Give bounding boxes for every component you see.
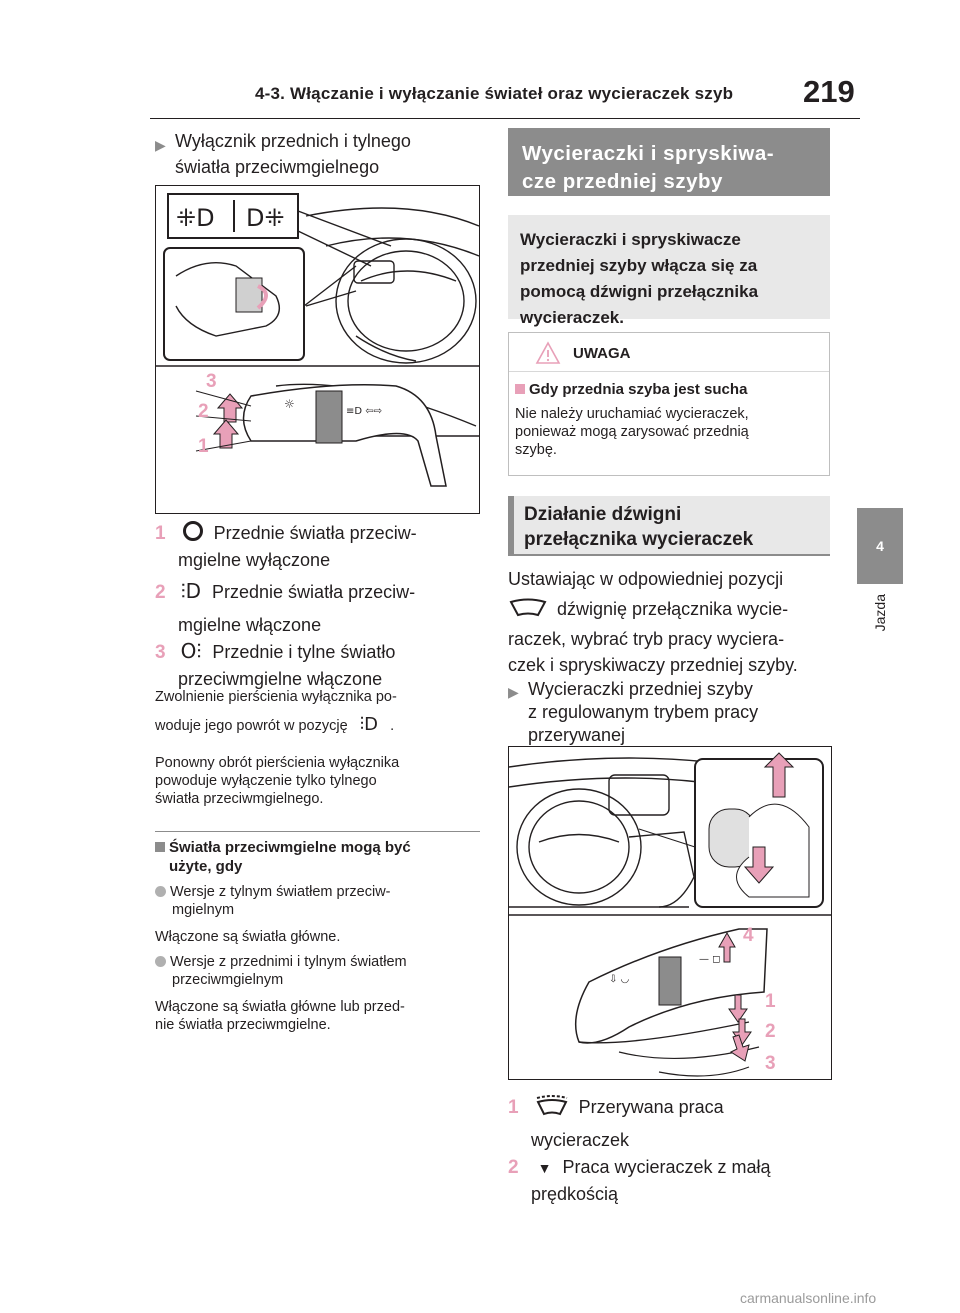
heading-line: Światła przeciwmgielne mogą być xyxy=(169,839,411,856)
warning-line: szybę. xyxy=(515,442,557,458)
bullet-item xyxy=(155,883,475,919)
note-line: . xyxy=(390,718,395,734)
condition-heading xyxy=(155,838,475,876)
para-line: Ustawiając w odpowiedniej pozycji xyxy=(508,569,784,589)
front-fog-icon: ⫶D xyxy=(180,579,201,603)
bullet-text xyxy=(155,998,475,1034)
heading-line: cze przedniej szyby xyxy=(522,170,723,193)
intro-line: wycieraczek. xyxy=(520,308,624,327)
warning-title: UWAGA xyxy=(573,345,631,362)
front-fog-icon: ⫶D xyxy=(359,714,379,735)
page-number: 219 xyxy=(803,74,855,109)
para-line: czek i spryskiwaczy przedniej szyby. xyxy=(508,655,798,675)
wiper-icon xyxy=(508,598,548,618)
bullet-line: mgielnym xyxy=(172,902,235,918)
note-line: Zwolnienie pierścienia wyłącznika po- xyxy=(155,689,397,705)
release-note xyxy=(155,688,475,735)
item-text-2: wycieraczek xyxy=(531,1130,630,1150)
item-text: Przednie światła przeciw- xyxy=(212,582,416,602)
figure-label-1: 1 xyxy=(765,991,776,1012)
intermittent-wiper-icon xyxy=(534,1095,570,1117)
list-item xyxy=(155,578,475,638)
rear-fog-icon: O⫶ xyxy=(180,639,202,663)
subheading-line: Wycieraczki przedniej szyby xyxy=(528,679,753,699)
item-text-2: mgielne włączone xyxy=(178,615,322,635)
figure-label-2: 2 xyxy=(765,1021,776,1042)
warning-text xyxy=(515,405,749,459)
svg-text:— ◻: — ◻ xyxy=(699,954,721,965)
header-rule xyxy=(150,118,860,119)
warning-heading xyxy=(515,381,747,398)
wiper-lever-drawing xyxy=(509,747,831,1079)
intro-line: przedniej szyby włącza się za xyxy=(520,256,758,275)
square-bullet-icon xyxy=(515,384,525,394)
item-text: Przednie i tylne światło xyxy=(212,642,396,662)
down-triangle-icon: ▼ xyxy=(537,1160,552,1176)
chapter-label: Jazda xyxy=(872,594,888,632)
figure-label-3: 3 xyxy=(765,1053,776,1074)
warning-divider xyxy=(509,371,829,372)
bullet-line: przeciwmgielnym xyxy=(172,972,284,988)
list-item xyxy=(508,1154,838,1207)
triangle-bullet-icon: ▶ xyxy=(508,684,519,700)
circle-bullet-icon xyxy=(155,956,166,967)
heading-line: Wycieraczki i spryskiwa- xyxy=(522,142,775,165)
item-number: 2 xyxy=(508,1157,519,1178)
heading-line: użyte, gdy xyxy=(169,858,243,875)
para-line: dźwignię przełącznika wycie- xyxy=(557,599,789,619)
item-text: Praca wycieraczek z małą xyxy=(562,1157,771,1177)
divider xyxy=(155,831,480,832)
warning-box xyxy=(508,332,830,476)
warning-line: Nie należy uruchamiać wycieraczek, xyxy=(515,406,749,422)
item-text-2: mgielne wyłączone xyxy=(178,550,331,570)
bullet-line: Wersje z tylnym światłem przeciw- xyxy=(170,884,391,900)
subsection-heading xyxy=(508,496,830,556)
bullet-line: Wersje z przednimi i tylnym światłem xyxy=(170,954,407,970)
second-turn-note xyxy=(155,754,475,808)
triangle-bullet-icon: ▶ xyxy=(155,137,166,153)
wiper-paragraph xyxy=(508,566,838,678)
subheading-line: przerywanej xyxy=(528,725,626,745)
wiper-subheading xyxy=(508,678,838,747)
note-line: Ponowny obrót pierścienia wyłącznika xyxy=(155,755,400,771)
item-text-2: przeciwmgielne włączone xyxy=(178,669,383,689)
heading-line: Działanie dźwigni xyxy=(524,504,682,525)
svg-text:⁜D: ⁜D xyxy=(176,204,215,232)
fog-off-icon xyxy=(183,521,203,541)
svg-text:≡D ⇦⇨: ≡D ⇦⇨ xyxy=(346,406,383,417)
running-header: 4-3. Włączanie i wyłączanie świateł oraz wycieraczek szyb xyxy=(255,84,734,103)
item-number: 3 xyxy=(155,642,166,663)
note-line: woduje jego powrót w pozycję xyxy=(155,718,348,734)
subheading-line: z regulowanym trybem pracy xyxy=(528,702,759,722)
item-number: 1 xyxy=(508,1097,519,1118)
chapter-tab[interactable]: 4 xyxy=(857,508,903,584)
item-text: Przerywana praca xyxy=(578,1097,724,1117)
svg-text:☼: ☼ xyxy=(284,397,295,411)
circle-bullet-icon xyxy=(155,886,166,897)
fog-light-switch-illustration xyxy=(155,185,480,514)
item-number: 2 xyxy=(155,582,166,603)
item-number: 1 xyxy=(155,523,166,544)
para-line: raczek, wybrać tryb pracy wyciera- xyxy=(508,629,785,649)
intro-line: Wycieraczki i spryskiwacze xyxy=(520,230,741,249)
figure-label-3: 3 xyxy=(206,371,217,392)
left-subheading xyxy=(155,128,411,180)
warning-heading-text: Gdy przednia szyba jest sucha xyxy=(529,381,748,398)
item-text-2: prędkością xyxy=(531,1184,619,1204)
intro-line: pomocą dźwigni przełącznika xyxy=(520,282,759,301)
figure-label-2: 2 xyxy=(198,401,209,422)
note-line: światła przeciwmgielnego. xyxy=(155,791,324,807)
bullet-item xyxy=(155,953,475,989)
left-subheading-line1: Wyłącznik przednich i tylnego xyxy=(175,131,411,151)
svg-text:⇩ ◡: ⇩ ◡ xyxy=(609,974,630,985)
list-item xyxy=(508,1094,838,1153)
wiper-lever-illustration xyxy=(508,746,832,1080)
warning-line: ponieważ mogą zarysować przednią xyxy=(515,424,749,440)
heading-line: przełącznika wycieraczek xyxy=(524,529,754,550)
square-bullet-icon xyxy=(155,842,165,852)
figure-label-1: 1 xyxy=(198,436,209,457)
bullet-line: nie światła przeciwmgielne. xyxy=(155,1017,331,1033)
section-heading xyxy=(508,128,830,196)
svg-text:D⁜: D⁜ xyxy=(246,204,285,232)
bullet-text: Włączone są światła główne. xyxy=(155,929,341,945)
intro-box xyxy=(508,215,830,327)
fog-switch-drawing xyxy=(156,186,479,513)
note-line: powoduje wyłączenie tylko tylnego xyxy=(155,773,377,789)
warning-triangle-icon xyxy=(535,341,561,365)
item-text: Przednie światła przeciw- xyxy=(213,523,417,543)
figure-label-4: 4 xyxy=(743,925,754,946)
list-item xyxy=(155,520,475,573)
left-subheading-line2: światła przeciwmgielnego xyxy=(175,157,380,177)
bullet-line: Włączone są światła główne lub przed- xyxy=(155,999,405,1015)
list-item xyxy=(155,638,475,692)
watermark: carmanualsonline.info xyxy=(740,1290,877,1306)
